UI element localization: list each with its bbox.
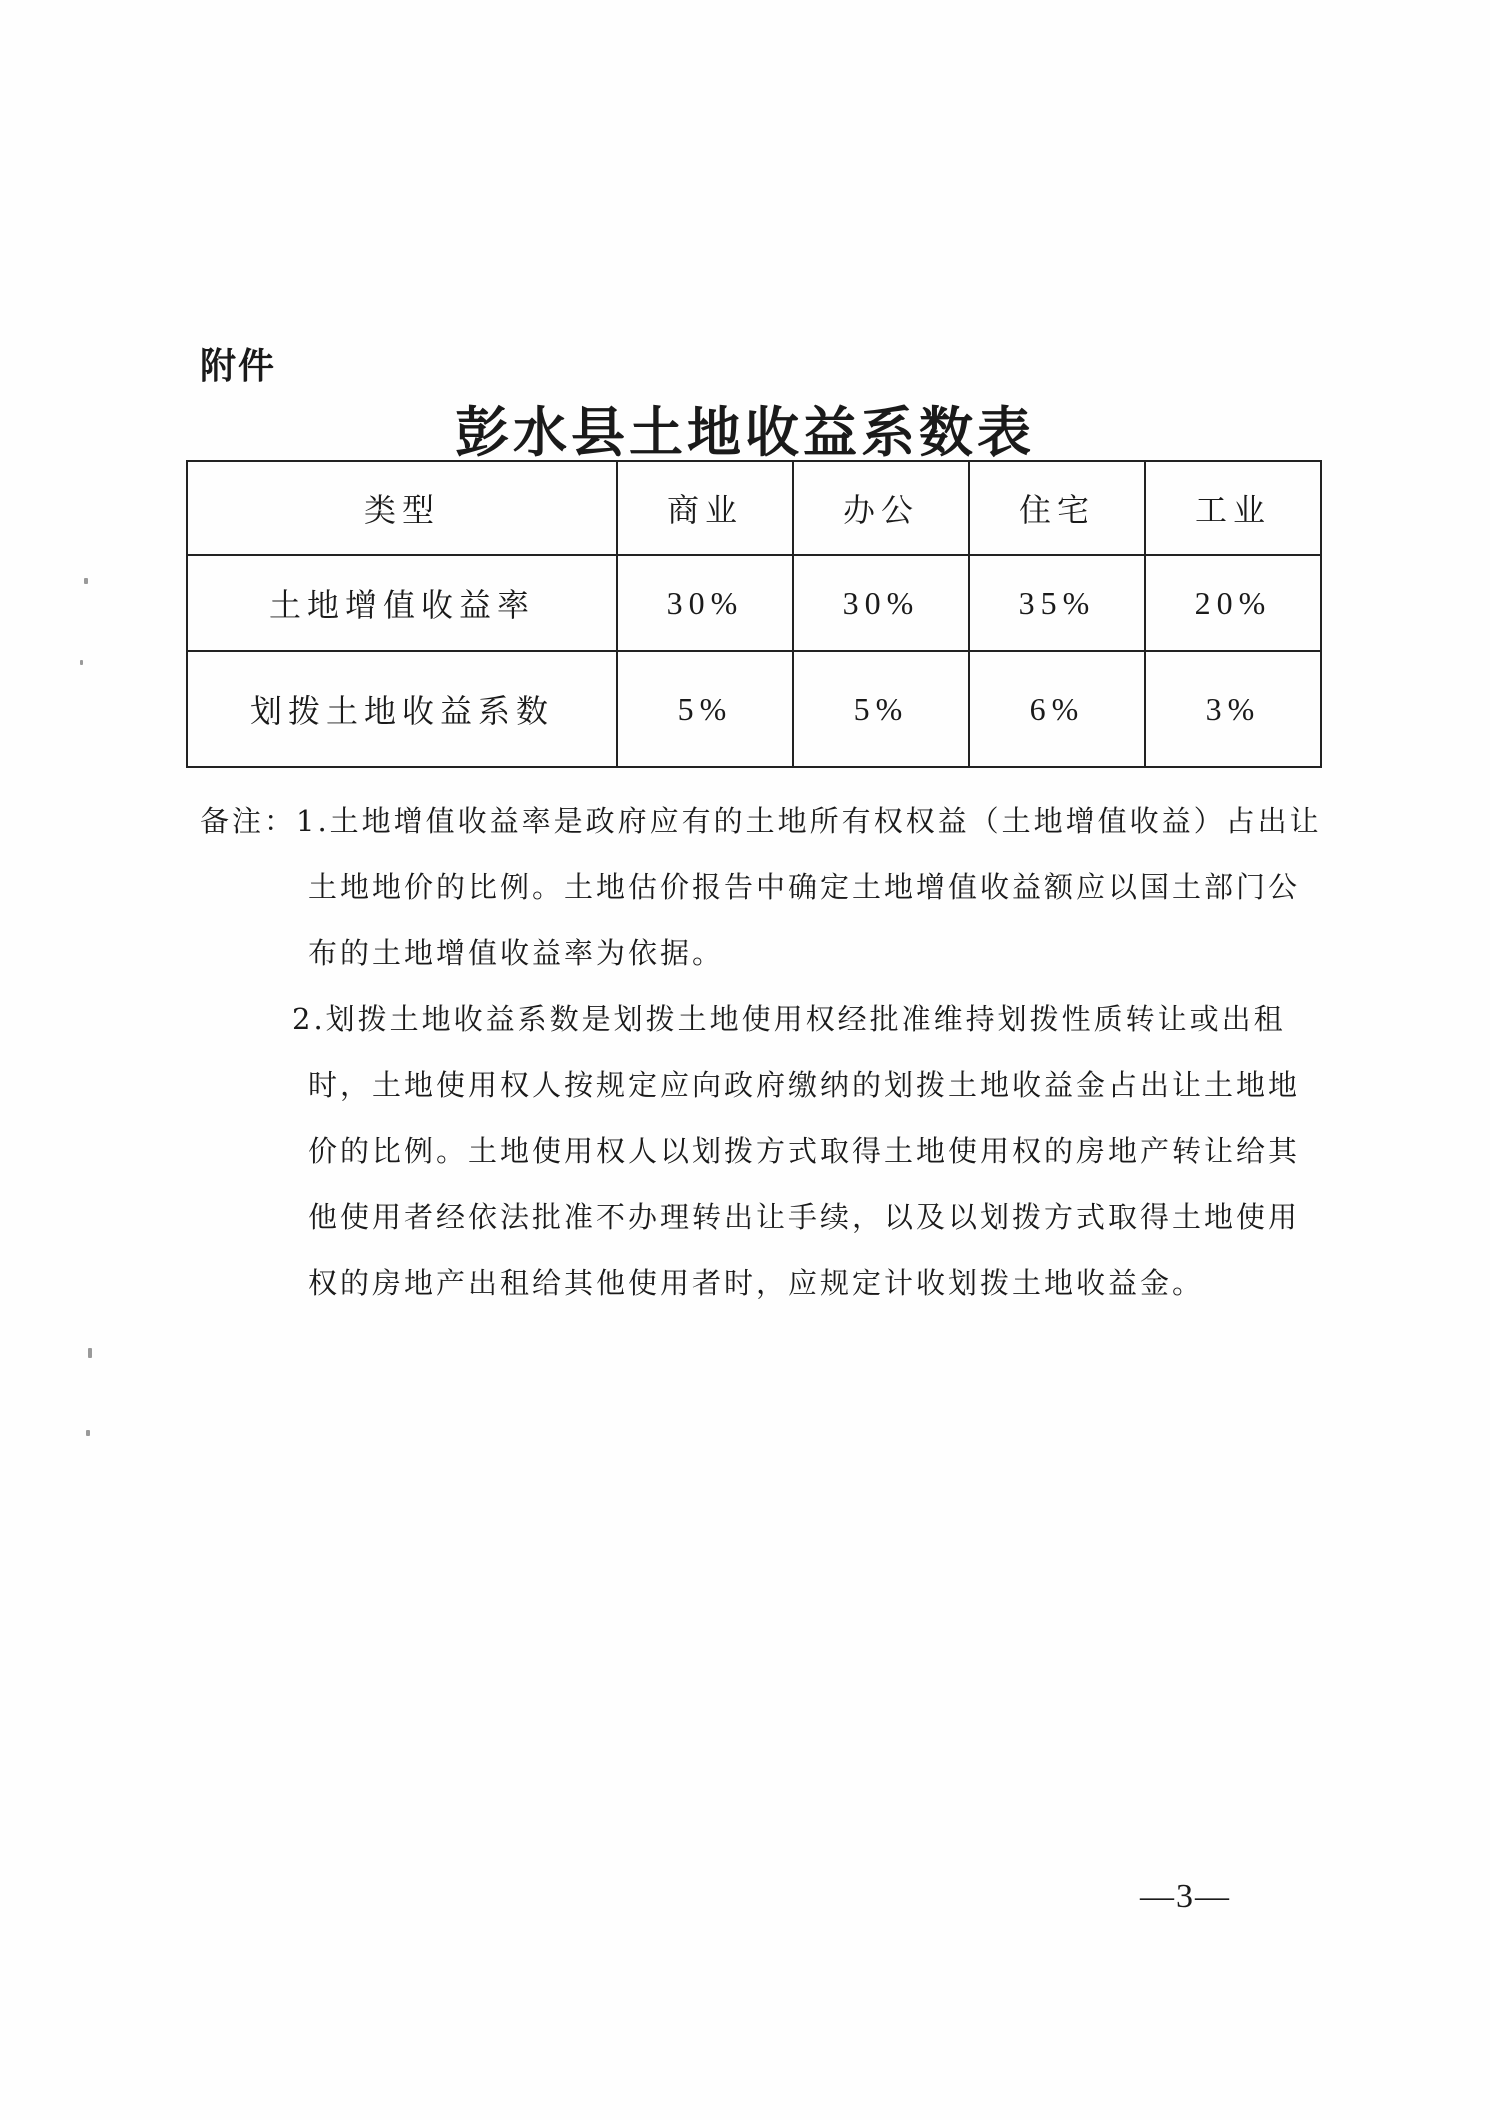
header-type: 类型 bbox=[187, 461, 617, 555]
scan-speck bbox=[86, 1430, 90, 1436]
scan-speck bbox=[80, 660, 83, 665]
table-row bbox=[187, 555, 1321, 651]
note-line: 2.划拨土地收益系数是划拨土地使用权经批准维持划拨性质转让或出租 bbox=[292, 1002, 1286, 1036]
note-text: 1.土地增值收益率是政府应有的土地所有权权益（土地增值收益）占出让 bbox=[296, 804, 1322, 838]
table-header-row bbox=[187, 461, 1321, 555]
header-commercial: 商业 bbox=[617, 461, 793, 555]
table-cell: 30% bbox=[793, 555, 969, 651]
note-line: 他使用者经依法批准不办理转出让手续，以及以划拨方式取得土地使用 bbox=[308, 1200, 1301, 1234]
row-label: 划拨土地收益系数 bbox=[187, 651, 617, 767]
header-industrial: 工业 bbox=[1145, 461, 1321, 555]
table-row bbox=[187, 651, 1321, 767]
table-cell: 5% bbox=[617, 651, 793, 767]
note-line: 时，土地使用权人按规定应向政府缴纳的划拨土地收益金占出让土地地 bbox=[308, 1068, 1301, 1102]
table-cell: 5% bbox=[793, 651, 969, 767]
table-cell: 35% bbox=[969, 555, 1145, 651]
attachment-label: 附件 bbox=[200, 346, 277, 387]
notes-section bbox=[200, 788, 1322, 1316]
row-label: 土地增值收益率 bbox=[187, 555, 617, 651]
scan-speck bbox=[88, 1348, 92, 1358]
table-cell: 3% bbox=[1145, 651, 1321, 767]
note-line: 布的土地增值收益率为依据。 bbox=[308, 936, 725, 970]
table-cell: 30% bbox=[617, 555, 793, 651]
header-residential: 住宅 bbox=[969, 461, 1145, 555]
note-line bbox=[200, 788, 1322, 854]
notes-prefix: 备注： bbox=[200, 804, 297, 838]
note-line: 土地地价的比例。土地估价报告中确定土地增值收益额应以国土部门公 bbox=[308, 870, 1301, 904]
note-line: 权的房地产出租给其他使用者时，应规定计收划拨土地收益金。 bbox=[308, 1266, 1205, 1300]
scan-speck bbox=[84, 578, 88, 584]
page-number: —3— bbox=[1140, 1878, 1231, 1915]
table-cell: 20% bbox=[1145, 555, 1321, 651]
note-line: 价的比例。土地使用权人以划拨方式取得土地使用权的房地产转让给其 bbox=[308, 1134, 1301, 1168]
header-office: 办公 bbox=[793, 461, 969, 555]
table-cell: 6% bbox=[969, 651, 1145, 767]
coefficient-table bbox=[186, 460, 1322, 768]
page-title: 彭水县土地收益系数表 bbox=[455, 400, 1035, 464]
